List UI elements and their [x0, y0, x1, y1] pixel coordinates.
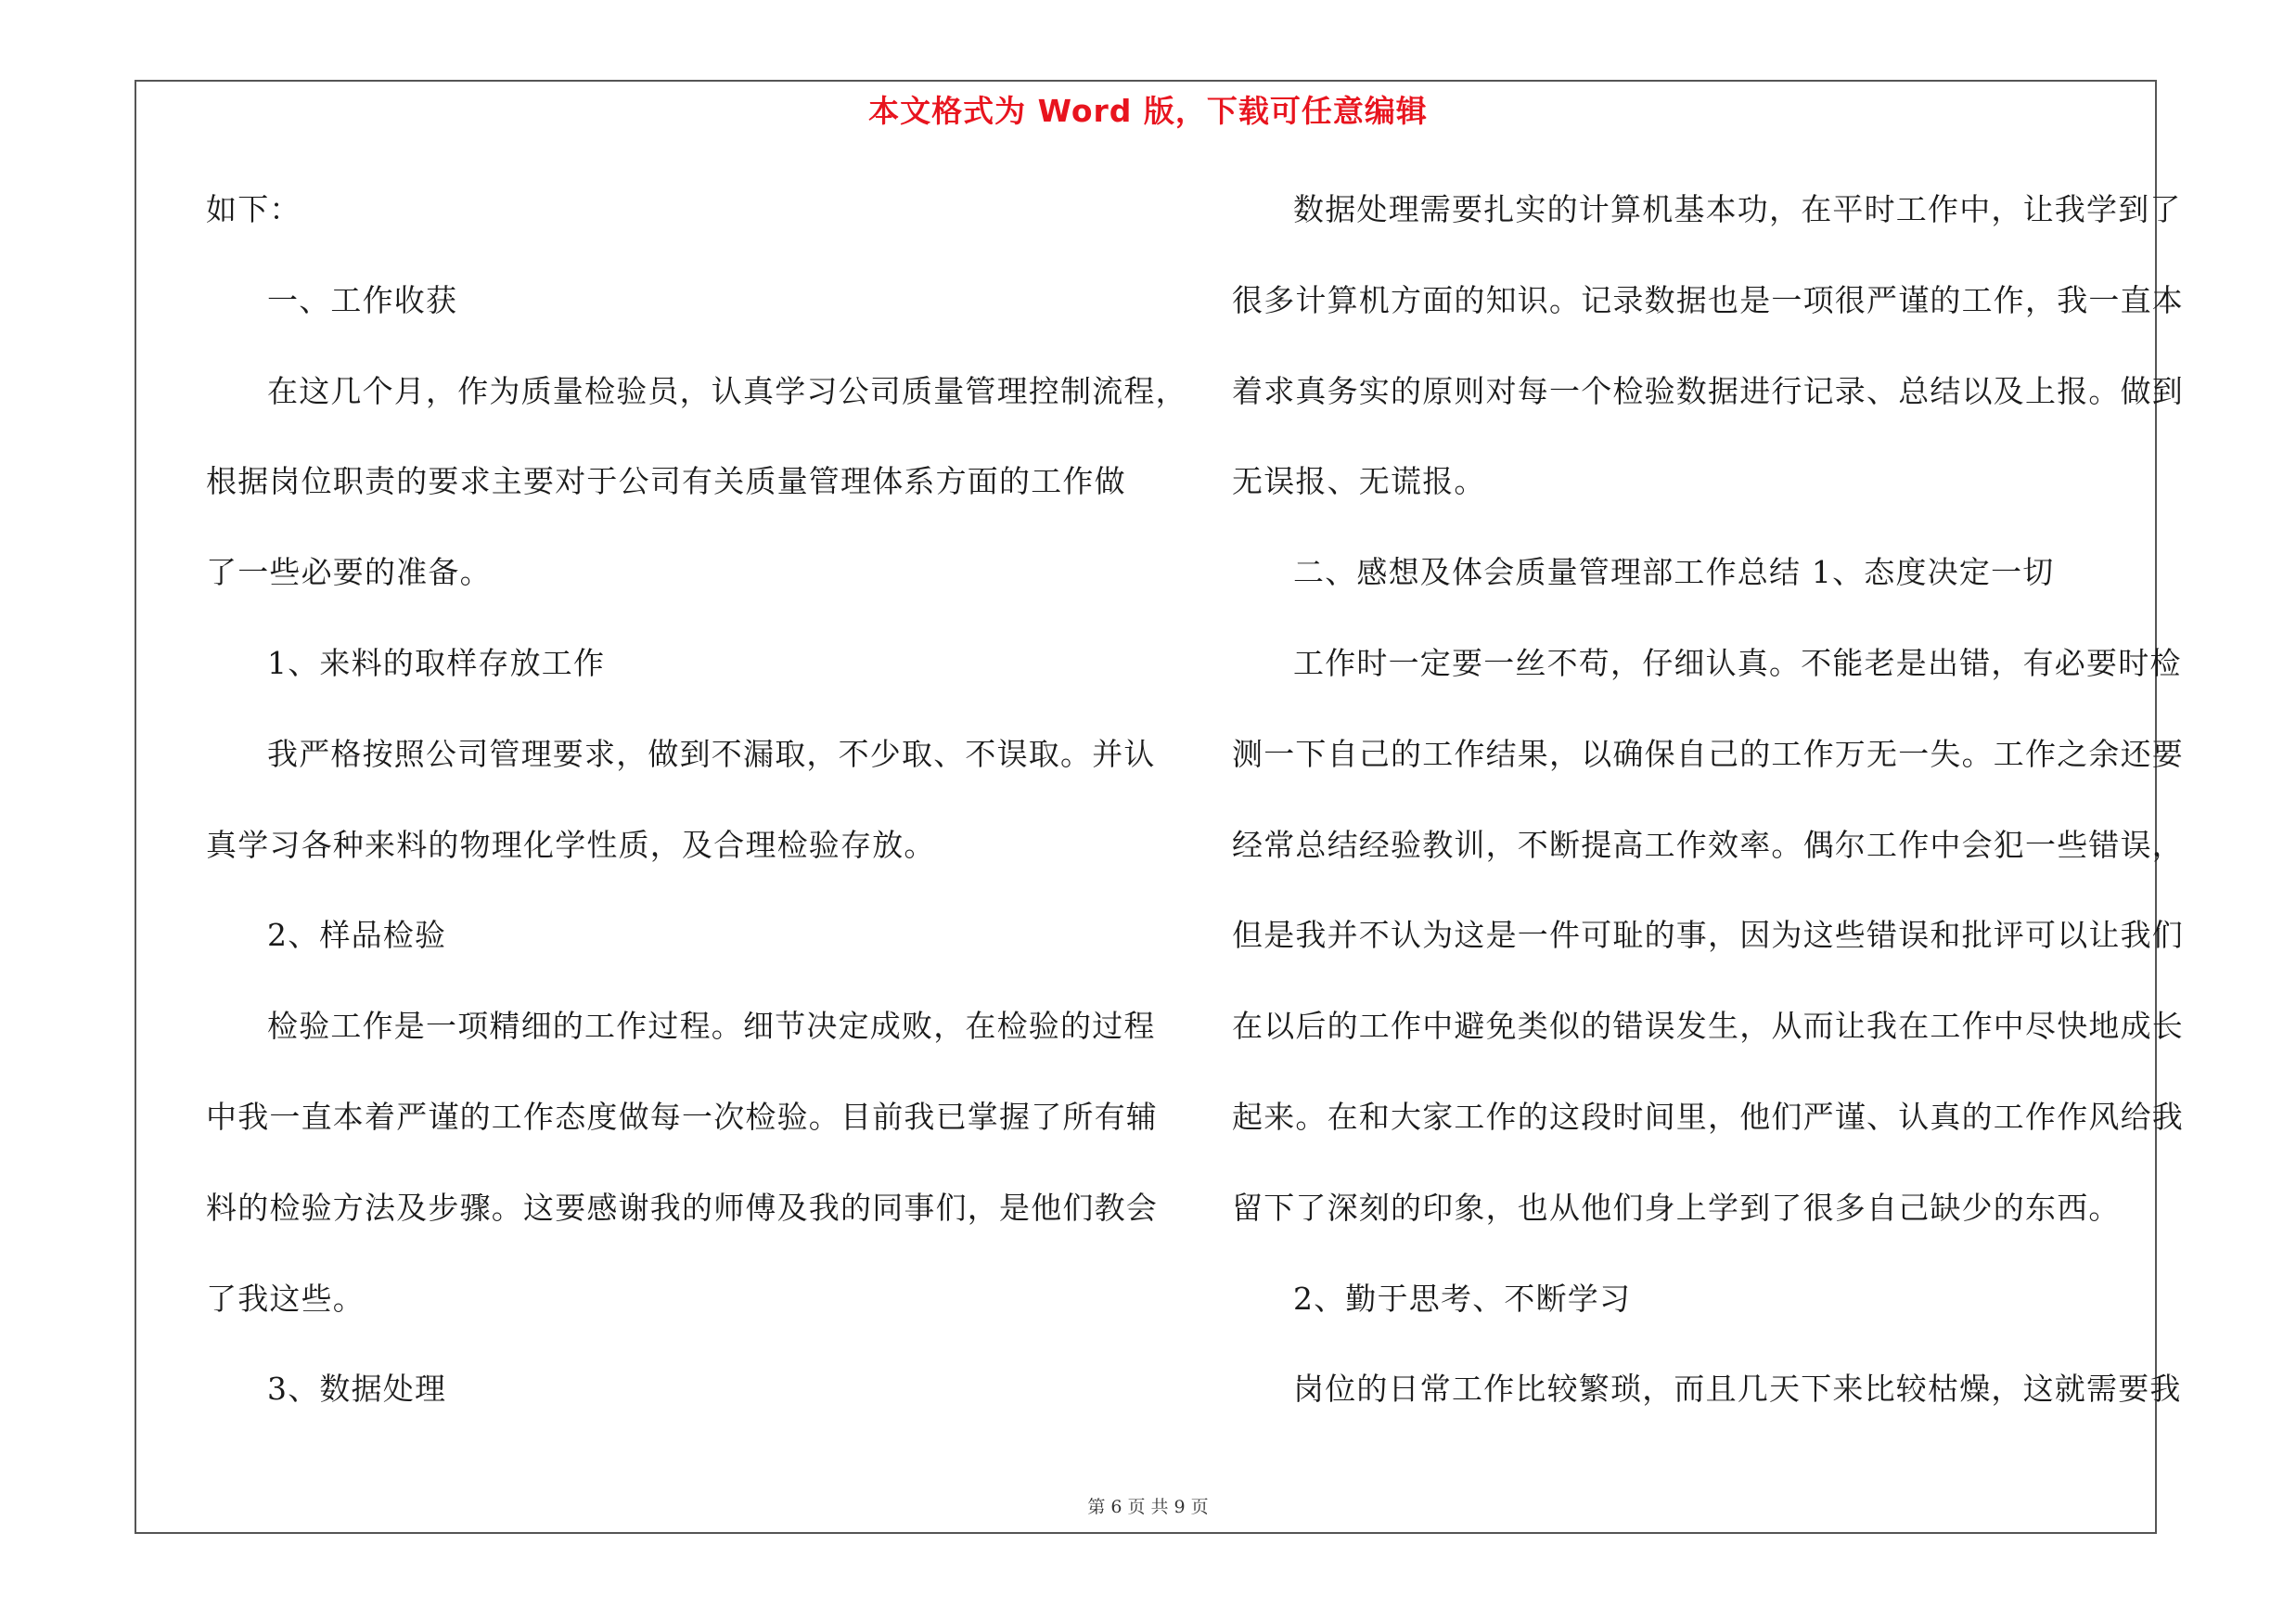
text-line: 检验工作是一项精细的工作过程。细节决定成败，在检验的过程: [267, 1008, 1156, 1045]
text-line: 了一些必要的准备。: [206, 554, 492, 591]
text-line: 无误报、无谎报。: [1232, 463, 1486, 500]
text-line: 岗位的日常工作比较繁琐，而且几天下来比较枯燥，这就需要我: [1293, 1371, 2182, 1408]
text-line: 留下了深刻的印象，也从他们身上学到了很多自己缺少的东西。: [1232, 1189, 2121, 1226]
text-line: 了我这些。: [206, 1280, 365, 1317]
text-line: 二、感想及体会质量管理部工作总结 1、态度决定一切: [1293, 554, 2055, 591]
text-line: 料的检验方法及步骤。这要感谢我的师傅及我的同事们，是他们教会: [206, 1189, 1158, 1226]
text-line: 3、数据处理: [267, 1371, 447, 1408]
text-line: 在以后的工作中避免类似的错误发生，从而让我在工作中尽快地成长: [1232, 1008, 2184, 1045]
text-line: 根据岗位职责的要求主要对于公司有关质量管理体系方面的工作做: [206, 463, 1126, 500]
left-text-column: [206, 182, 1187, 1452]
text-line: 测一下自己的工作结果，以确保自己的工作万无一失。工作之余还要: [1232, 735, 2184, 772]
text-line: 1、来料的取样存放工作: [267, 644, 606, 681]
right-text-column: [1232, 182, 2184, 1452]
text-line: 2、样品检验: [267, 917, 447, 954]
text-line: 2、勤于思考、不断学习: [1293, 1280, 1632, 1317]
text-line: 中我一直本着严谨的工作态度做每一次检验。目前我已掌握了所有辅: [206, 1098, 1158, 1135]
text-line: 一、工作收获: [267, 281, 458, 318]
text-line: 很多计算机方面的知识。记录数据也是一项很严谨的工作，我一直本: [1232, 281, 2184, 318]
text-line: 起来。在和大家工作的这段时间里，他们严谨、认真的工作作风给我: [1232, 1098, 2184, 1135]
text-line: 着求真务实的原则对每一个检验数据进行记录、总结以及上报。做到: [1232, 372, 2184, 409]
text-line: 数据处理需要扎实的计算机基本功，在平时工作中，让我学到了: [1293, 191, 2182, 227]
text-line: 工作时一定要一丝不苟，仔细认真。不能老是出错，有必要时检: [1293, 644, 2182, 681]
text-line: 在这几个月，作为质量检验员，认真学习公司质量管理控制流程，: [267, 372, 1187, 409]
text-line: 我严格按照公司管理要求，做到不漏取，不少取、不误取。并认: [267, 735, 1156, 772]
page-number-footer: 第 6 页 共 9 页: [1087, 1497, 1209, 1517]
word-format-banner: 本文格式为 Word 版，下载可任意编辑: [868, 93, 1428, 129]
text-line: 经常总结经验教训，不断提高工作效率。偶尔工作中会犯一些错误，: [1232, 826, 2184, 863]
text-line: 但是我并不认为这是一件可耻的事，因为这些错误和批评可以让我们: [1232, 917, 2184, 954]
text-line: 真学习各种来料的物理化学性质，及合理检验存放。: [206, 826, 936, 863]
text-line: 如下：: [206, 191, 301, 227]
